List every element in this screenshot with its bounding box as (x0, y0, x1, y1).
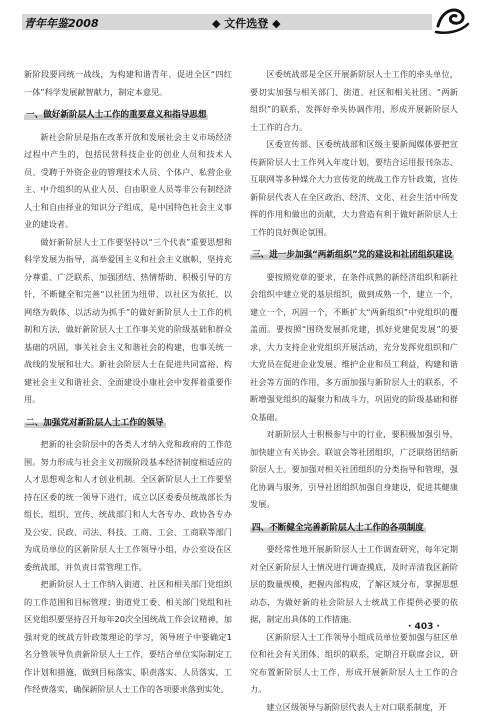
paragraph: 新社会阶层是指在改革开放和发展社会主义市场经济过程中产生的，包括民营科技企业的创业人员和技术人员、受聘于外资企业的管理技术人员、个体户、私营企业主、中介组织的从业人员、自由职业人员等非公有制经济人士和自由择业的知识分子组成，是中国特色社会主义事业的建设者。 (24, 129, 232, 234)
heading-text: 四、不断健全完善新阶层人士工作的各项制度 (250, 523, 426, 533)
section-title: ◆ 文件选登 ◆ (212, 15, 281, 31)
section-heading-4 (250, 520, 458, 538)
paragraph: 区委统战部是全区开展新阶层人士工作的牵头单位，要切实加强与相关部门、街道、社区和相关社团、“两新组织”的联系，发挥好牵头协调作用，形成开展新阶层人士工作的合力。 (250, 66, 458, 136)
section-heading-1 (24, 107, 232, 125)
paragraph: 区新阶层人士工作领导小组成员单位要加强与驻区单位和社会有关团体、组织的联系，定期召开联席会议，研究布置新阶层人士工作，形成开展新阶层人士工作的合力。 (250, 629, 458, 699)
paragraph: 要按照党章的要求，在条件成熟的新经济组织和新社会组织中建立党的基层组织，做到成熟一个，建立一个，建立一个，巩固一个，不断扩大“两新组织”中党组织的覆盖面。要按照“围绕发展抓党建，抓好党建促发展”的要求，大力支持企业党组织开展活动，充分发挥党组织和广大党员在促进企业发展、维护企业和员工利益，构建和谐社会等方面的作用，多方面加强与新阶层人士的联系，不断增强党组织的凝聚力和战斗力，巩固党的阶级基础和群众基础。 (250, 269, 458, 427)
paragraph: 做好新阶层人士工作要坚持以“三个代表”重要思想和科学发展为指导，高举爱国主义和社会主义旗帜，坚持充分尊重、广泛联系、加强团结、热情帮助、积极引导的方针，不断健全和完善“以社团为纽带、以社区为依托、以网络为载体、以活动为抓手”的做好新阶层人士工作的机制和方法，做好新阶层人士工作事关党的阶级基础和群众基础的巩固，事关社会主义和谐社会的构建，也事关统一战线的发展和壮大。新社会阶层人士在促进共同富裕、构建社会主义和谐社会、全面建设小康社会中发挥着重要作用。 (24, 234, 232, 409)
page-header (0, 0, 480, 36)
heading-text: 一、做好新阶层人士工作的重要意义和指导思想 (24, 110, 208, 120)
page-number: · 403 · (408, 622, 440, 632)
paragraph: 对新阶层人士积极参与中的行业，要积极加强引导，加快建立有关协会。联谊会等社团组织，广泛联络团结新阶层人士。要加强对相关社团组织的分类指导和管理，强化协调与服务，引导社团组织加强自身建设，促进其健康发展。 (250, 426, 458, 514)
section-heading-2 (24, 415, 232, 433)
paragraph: 新阶段要同统一战线，为构建和谐青年、促进全区“四红一体”科学发展献智献力，制定本意见。 (24, 66, 232, 101)
paragraph: 区委宣传部、区委统战部和区级主要新闻媒体要把宣传新阶层人士工作列入年度计划，要结合运用报刊杂志、互联网等多种媒介大力宣传党的统战工作方针政策，宣传新阶层代表人在全区政治、经济、文化、社会生活中所发挥的作用和做出的贡献，大力营造有利于做好新阶层人士工作的良好舆论氛围。 (250, 136, 458, 241)
heading-text: 三、进一步加强“两新组织”党的建设和社团组织建设 (250, 250, 454, 260)
paragraph: 把新阶层人士工作纳入街道、社区和相关部门党组织的工作范围和目标管理；街道党工委、相关部门党组和社区党组织要坚持召开每年20次全国统战工作会议精神，加强对党的统战方针政策理论的学习，领导班子中要确定1名分管领导负责新阶层人士工作，要结合单位实际制定工作计划和措施，做到目标落实、职责落实、人员落实，工作经费落实，确保新阶层人士工作的各项要求落到实处。 (24, 576, 232, 699)
paragraph: 建立区级领导与新阶层代表人士对口联系制度，开 (250, 699, 458, 716)
paragraph: 把新的社会阶层中的各类人才纳入党和政府的工作范围。努力形成与社会主义初级阶段基本经济制度相适应的人才思想观念和人才创业机制。全区新阶层人士工作要坚持在区委的统一领导下进行，成立以区委委员统战部长为组长，组织、宣传、统战部门和人大各专办、政协各专办及公安、民政、司法、科技、工商、工会、工商联等部门为成员单位的区新阶层人士工作领导小组，办公室设在区委统战部，并负责日常管理工作。 (24, 436, 232, 576)
heading-text: 二、加强党对新阶层人士工作的领导 (24, 418, 166, 428)
swirl-logo-icon (432, 4, 472, 36)
section-heading-3 (250, 247, 458, 265)
yearbook-title: 青年年鉴2008 (24, 15, 99, 31)
left-column (24, 66, 232, 699)
right-column (250, 66, 458, 716)
paragraph: 要经常性地开展新阶层人士工作调查研究，每年定期对全区新阶层人士情况进行调查摸底，及时弄清我区新阶层的数量规模，把握内部构成，了解区域分布，掌握思想动态，为做好新的社会阶层人士统战工作提供必要的依据，制定出具体的工作措施。 (250, 541, 458, 629)
